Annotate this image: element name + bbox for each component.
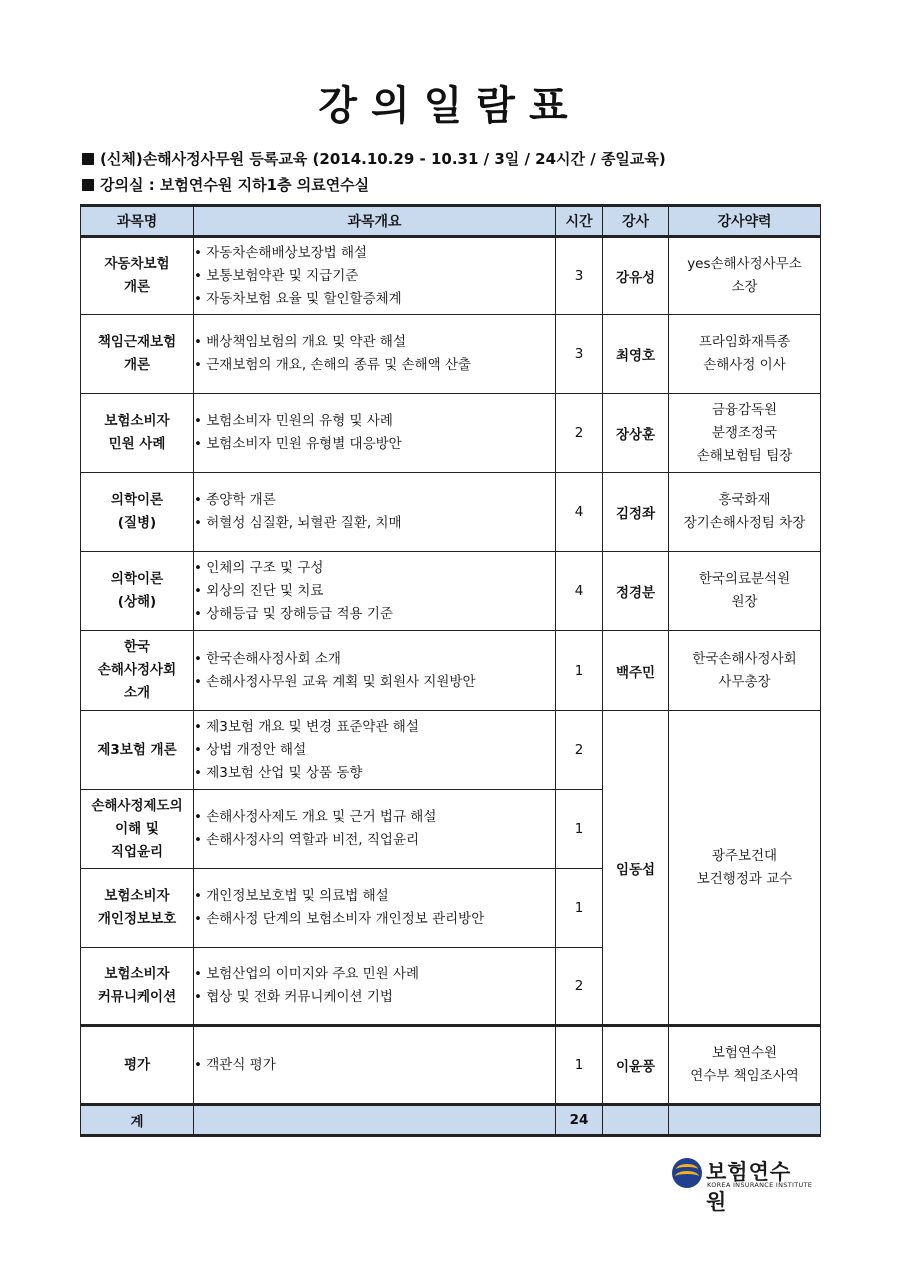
bio-line: 한국손해사정사회 — [692, 650, 797, 667]
subject-line: 민원 사례 — [108, 436, 166, 452]
course-info — [82, 148, 666, 169]
subject-line: 이해 및 — [115, 820, 159, 837]
overview-item: • 종양학 개론 — [194, 489, 555, 512]
subject-line: 의학이론 — [110, 492, 164, 508]
institute-logo — [672, 1158, 813, 1214]
overview-item: • 객관식 평가 — [194, 1054, 555, 1077]
subject-line: 평가 — [123, 1056, 151, 1073]
overview-cell — [194, 711, 556, 790]
instructor-cell: 최영호 — [603, 315, 669, 394]
overview-item: • 보험소비자 민원의 유형 및 사례 — [194, 410, 555, 433]
overview-cell — [194, 552, 556, 631]
subject-cell — [81, 869, 194, 948]
overview-item: • 손해사정사제도 개요 및 근거 법규 해설 — [194, 806, 555, 829]
subject-cell — [81, 473, 194, 552]
bio-cell — [669, 237, 821, 315]
subject-line: (상해) — [117, 594, 157, 610]
subject-cell — [81, 315, 194, 394]
hours-cell: 4 — [556, 473, 603, 552]
bio-line: 한국의료분석원 — [698, 571, 791, 587]
subject-cell — [81, 1026, 194, 1105]
bio-cell — [669, 631, 821, 711]
bio-line: 흥국화재 — [718, 492, 771, 508]
overview-item: • 손해사정사의 역할과 비전, 직업윤리 — [194, 829, 555, 852]
overview-item: • 외상의 진단 및 치료 — [194, 580, 555, 603]
overview-item: • 상법 개정안 해설 — [194, 739, 555, 762]
logo-emblem-icon — [672, 1158, 702, 1188]
overview-item: • 손해사정사무원 교육 계획 및 회원사 지원방안 — [194, 671, 555, 694]
hours-cell: 1 — [556, 790, 603, 869]
instructor-cell: 장상훈 — [603, 394, 669, 473]
course-line: (신체)손해사정사무원 등록교육 (2014.10.29 - 10.31 / 3일 / 24시간 / 종일교육) — [100, 150, 666, 168]
subject-line: 보험소비자 — [104, 888, 170, 904]
subject-cell — [81, 948, 194, 1026]
page-title: 강의일람표 — [318, 83, 582, 129]
subject-cell — [81, 394, 194, 473]
overview-item: • 제3보험 산업 및 상품 동향 — [194, 762, 555, 785]
shared-bio-cell — [669, 711, 821, 1026]
bio-line: 광주보건대 — [711, 847, 778, 864]
instructor-cell: 강유성 — [603, 237, 669, 315]
header-subject: 과목명 — [81, 206, 194, 237]
hours-cell: 2 — [556, 394, 603, 473]
total-overview-blank — [194, 1105, 556, 1136]
logo-name: 보험연수원 — [706, 1160, 792, 1214]
bio-cell — [669, 1026, 821, 1105]
header-instructor: 강사 — [603, 206, 669, 237]
subject-cell — [81, 631, 194, 711]
total-hours: 24 — [556, 1105, 603, 1136]
table-row — [81, 237, 821, 315]
hours-cell: 1 — [556, 631, 603, 711]
overview-cell — [194, 394, 556, 473]
overview-item: • 협상 및 전화 커뮤니케이션 기법 — [194, 986, 555, 1009]
bio-cell — [669, 473, 821, 552]
overview-item: • 개인정보보호법 및 의료법 해설 — [194, 885, 555, 908]
room-info — [82, 174, 369, 195]
instructor-cell: 이윤풍 — [603, 1026, 669, 1105]
overview-item: • 손해사정 단계의 보험소비자 개인정보 관리방안 — [194, 908, 555, 931]
room-line: 강의실 : 보험연수원 지하1층 의료연수실 — [100, 176, 370, 194]
subject-line: 개론 — [123, 279, 151, 295]
bio-line: 손해보험팀 팀장 — [696, 447, 793, 464]
overview-item: • 보험소비자 민원 유형별 대응방안 — [194, 433, 555, 456]
hours-cell: 2 — [556, 948, 603, 1026]
bio-line: 연수부 책임조사역 — [690, 1068, 799, 1084]
subject-line: 직업윤리 — [110, 843, 164, 860]
subject-cell — [81, 790, 194, 869]
overview-item: • 허혈성 심질환, 뇌혈관 질환, 치매 — [194, 512, 555, 535]
table-row — [81, 1026, 821, 1105]
table-row — [81, 394, 821, 473]
subject-cell — [81, 711, 194, 790]
square-bullet-icon — [82, 153, 94, 165]
overview-item: • 근재보험의 개요, 손해의 종류 및 손해액 산출 — [194, 354, 555, 377]
hours-cell: 3 — [556, 237, 603, 315]
table-row — [81, 473, 821, 552]
subject-cell — [81, 237, 194, 315]
overview-item: • 제3보험 개요 및 변경 표준약관 해설 — [194, 716, 555, 739]
bio-line: 장기손해사정팀 차장 — [683, 515, 806, 531]
bio-cell — [669, 394, 821, 473]
table-row — [81, 315, 821, 394]
instructor-cell: 김정좌 — [603, 473, 669, 552]
table-row — [81, 711, 821, 790]
table-row — [81, 631, 821, 711]
overview-cell — [194, 315, 556, 394]
subject-cell — [81, 552, 194, 631]
logo-subtitle: KOREA INSURANCE INSTITUTE — [707, 1181, 813, 1189]
overview-cell — [194, 1026, 556, 1105]
bio-line: 보건행정과 교수 — [696, 870, 793, 887]
header-overview: 과목개요 — [194, 206, 556, 237]
total-instructor-blank — [603, 1105, 669, 1136]
bio-line: 원장 — [731, 594, 758, 610]
overview-item: • 상해등급 및 장해등급 적용 기준 — [194, 603, 555, 626]
total-bio-blank — [669, 1105, 821, 1136]
subject-line: 제3보험 개론 — [97, 741, 177, 758]
overview-item: • 자동차보험 요율 및 할인할증체계 — [194, 288, 555, 311]
table-row — [81, 552, 821, 631]
overview-cell — [194, 237, 556, 315]
overview-item: • 자동차손해배상보장법 해설 — [194, 242, 555, 265]
subject-line: (질병) — [117, 515, 157, 531]
overview-item: • 보험산업의 이미지와 주요 민원 사례 — [194, 963, 555, 986]
hours-cell: 1 — [556, 1026, 603, 1105]
header-row — [81, 206, 821, 237]
hours-cell: 3 — [556, 315, 603, 394]
bio-line: 손해사정 이사 — [703, 357, 786, 373]
overview-item: • 인체의 구조 및 구성 — [194, 557, 555, 580]
subject-line: 개인정보보호 — [97, 911, 177, 927]
overview-cell — [194, 790, 556, 869]
header-hours: 시간 — [556, 206, 603, 237]
subject-line: 커뮤니케이션 — [97, 989, 177, 1005]
overview-cell — [194, 869, 556, 948]
subject-line: 소개 — [123, 685, 151, 701]
subject-line: 개론 — [123, 357, 151, 373]
total-row — [81, 1105, 821, 1136]
schedule-table — [80, 204, 821, 1137]
header-bio: 강사약력 — [669, 206, 821, 237]
instructor-cell: 백주민 — [603, 631, 669, 711]
square-bullet-icon — [82, 179, 94, 191]
instructor-cell: 정경분 — [603, 552, 669, 631]
hours-cell: 2 — [556, 711, 603, 790]
overview-item: • 한국손해사정사회 소개 — [194, 648, 555, 671]
overview-cell — [194, 631, 556, 711]
subject-line: 의학이론 — [110, 571, 164, 587]
bio-cell — [669, 552, 821, 631]
hours-cell: 1 — [556, 869, 603, 948]
bio-line: 소장 — [731, 279, 758, 295]
bio-line: 분쟁조정국 — [711, 424, 778, 441]
subject-line: 자동차보험 — [104, 256, 170, 272]
bio-line: 프라임화재특종 — [698, 334, 791, 350]
bio-line: 보험연수원 — [711, 1045, 778, 1061]
subject-line: 보험소비자 — [104, 966, 170, 982]
hours-cell: 4 — [556, 552, 603, 631]
subject-line: 손해사정제도의 — [91, 797, 183, 814]
subject-line: 한국 — [123, 639, 151, 655]
subject-line: 손해사정사회 — [97, 662, 177, 678]
bio-line: 사무총장 — [718, 673, 771, 690]
overview-cell — [194, 473, 556, 552]
shared-instructor-cell: 임동섭 — [603, 711, 669, 1026]
overview-item: • 보통보험약관 및 지급기준 — [194, 265, 555, 288]
subject-line: 책임근재보험 — [97, 334, 177, 350]
total-label: 계 — [81, 1105, 194, 1136]
bio-line: yes손해사정사무소 — [687, 256, 802, 272]
bio-cell — [669, 315, 821, 394]
subject-line: 보험소비자 — [104, 413, 170, 429]
bio-line: 금융감독원 — [711, 401, 778, 418]
overview-cell — [194, 948, 556, 1026]
overview-item: • 배상책임보험의 개요 및 약관 해설 — [194, 331, 555, 354]
